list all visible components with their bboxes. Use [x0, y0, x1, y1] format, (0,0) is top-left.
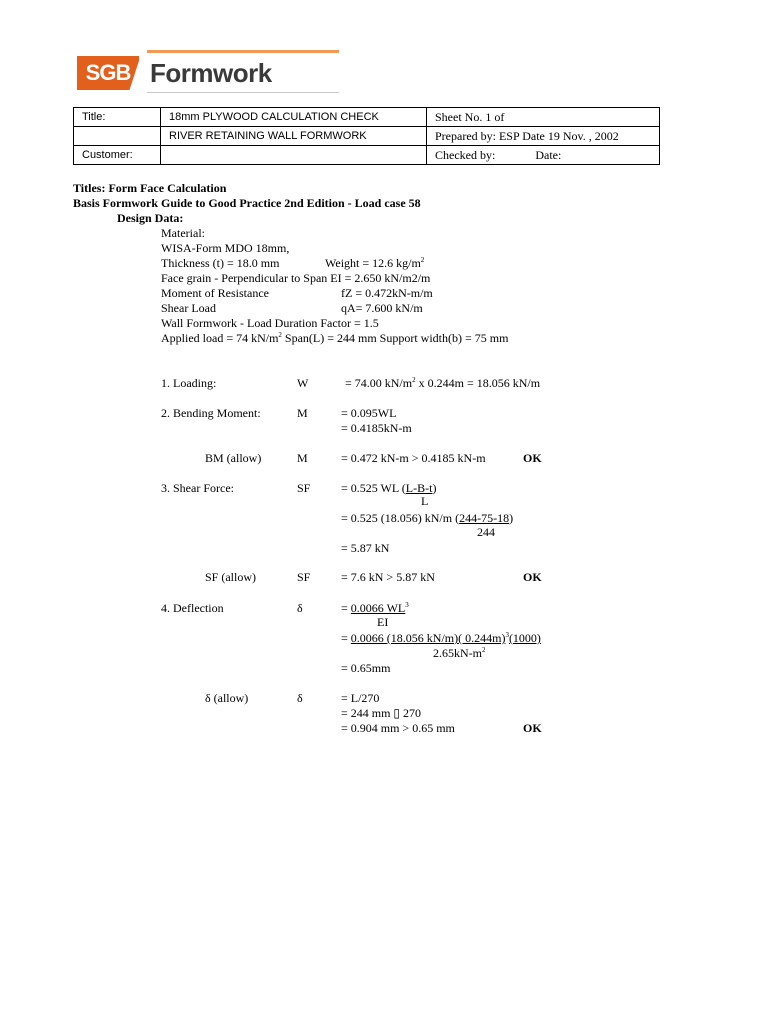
logo-rule-bottom [147, 92, 339, 93]
date-label: Date: [535, 148, 562, 162]
face-grain: Face grain - Perpendicular to Span EI = 2.650 kN/m2/m [161, 271, 431, 285]
bending-eq-1: = 0.095WL [341, 406, 397, 420]
checked-by [427, 146, 660, 165]
loading-label: 1. Loading: [161, 376, 217, 390]
title-label: Title: [74, 108, 161, 127]
logo-rule-top [147, 50, 339, 53]
applied-load: Applied load = 74 $kN/m^2$ Span(L) = 244 mm Support width(b) = 75 mm [161, 331, 509, 345]
prepared-by: Prepared by: ESP Date 19 Nov. , 2002 [427, 127, 660, 146]
sf-allow-symbol: SF [297, 570, 311, 584]
sf-allow-eq: = 7.6 kN > 5.87 kN [341, 570, 435, 584]
material-label: Material: [161, 226, 205, 240]
duration-factor: Wall Formwork - Load Duration Factor = 1.5 [161, 316, 379, 330]
shear-eq-3: = 5.87 kN [341, 541, 390, 555]
deflection-eq-1: = 0.0066 $WL^3$ [341, 601, 409, 615]
sf-allow-label: SF (allow) [205, 570, 256, 584]
customer-label: Customer: [74, 146, 161, 165]
design-data-heading: Design Data: [117, 211, 184, 225]
deflection-allow-eq-2: = 244 mm ▯ 270 [341, 706, 422, 720]
shear-force-label: 3. Shear Force: [161, 481, 234, 495]
bm-allow-symbol: M [297, 451, 308, 465]
deflection-eq-2-denominator: $2.65kN-m^2$ [433, 646, 486, 660]
bending-label: 2. Bending Moment: [161, 406, 261, 420]
customer-value [161, 146, 427, 165]
deflection-allow-eq-3: = 0.904 mm > 0.65 mm [341, 721, 455, 735]
sheet-number: Sheet No. 1 of [427, 108, 660, 127]
weight-value: Weight = 12.6 $kg/m^2$ [325, 256, 425, 270]
logo-sgb-text: SGB [85, 60, 131, 85]
bending-eq-2: = 0.4185kN-m [341, 421, 412, 435]
product-name: WISA-Form MDO 18mm, [161, 241, 290, 255]
shear-eq-2-denominator: 244 [477, 525, 495, 539]
moment-label: Moment of Resistance [161, 286, 269, 300]
bm-allow-label: BM (allow) [205, 451, 262, 465]
shear-force-symbol: SF [297, 481, 311, 495]
title-label-empty [74, 127, 161, 146]
deflection-ok: OK [523, 721, 542, 735]
header-table [73, 107, 660, 165]
moment-value: fZ = 0.472kN-m/m [341, 286, 433, 300]
checked-by-label: Checked by: [435, 148, 496, 162]
loading-symbol: W [297, 376, 309, 390]
title-value: 18mm PLYWOOD CALCULATION CHECK [161, 108, 427, 127]
deflection-eq-1-denominator: EI [377, 615, 389, 629]
thickness-value: Thickness (t) = 18.0 mm [161, 256, 280, 270]
shear-eq-1-denominator: L [421, 494, 429, 508]
shear-eq-2: = 0.525 (18.056) kN/m (244-75-18) [341, 511, 514, 525]
deflection-eq-2: = 0.0066 (18.056 kN/m)( 0.244m)$^3$(1000) [341, 631, 541, 645]
loading-equation: = 74.00 $kN/m^2$ x 0.244m = 18.056 kN/m [345, 376, 541, 390]
logo-formwork-text: Formwork [150, 58, 272, 88]
bm-ok: OK [523, 451, 542, 465]
titles-heading: Titles: Form Face Calculation [73, 181, 227, 195]
bm-allow-eq: = 0.472 kN-m > 0.4185 kN-m [341, 451, 486, 465]
deflection-allow-eq-1: = L/270 [341, 691, 380, 705]
deflection-eq-3: = 0.65mm [341, 661, 391, 675]
deflection-symbol: δ [297, 601, 303, 615]
shear-value: qA= 7.600 kN/m [341, 301, 423, 315]
sf-ok: OK [523, 570, 542, 584]
deflection-label: 4. Deflection [161, 601, 224, 615]
bending-symbol: M [297, 406, 308, 420]
basis-heading: Basis Formwork Guide to Good Practice 2nd Edition - Load case 58 [73, 196, 421, 210]
deflection-allow-label: δ (allow) [205, 691, 249, 705]
deflection-allow-symbol: δ [297, 691, 303, 705]
subtitle-value: RIVER RETAINING WALL FORMWORK [161, 127, 427, 146]
shear-eq-1: = 0.525 WL (L-B-t) [341, 481, 437, 495]
shear-label: Shear Load [161, 301, 216, 315]
